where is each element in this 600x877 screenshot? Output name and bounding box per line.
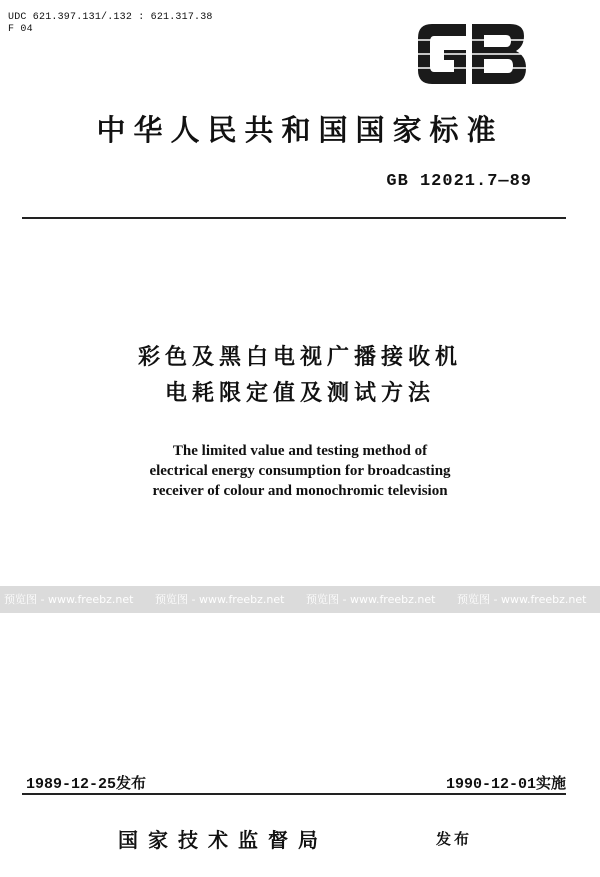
document-title-english [0,441,600,501]
gb-logo [410,16,530,91]
watermark-band [0,586,600,613]
watermark-text: 预览图 - www.freebz.net [306,593,436,606]
publisher-name: 国家技术监督局 [118,828,328,852]
watermark-text: 预览图 - www.freebz.net [457,593,587,606]
watermark-text: 预览图 - www.freebz.net [155,593,285,606]
standard-number: GB 12021.7—89 [386,172,532,191]
publish-label: 发布 [436,830,473,848]
udc-header [8,12,213,36]
udc-code: UDC 621.397.131/.132 : 621.317.38 [8,12,213,23]
implementation-date: 1990-12-01实施 [445,776,566,793]
title-en-line-3: receiver of colour and monochromic television [152,483,448,499]
issue-date: 1989-12-25发布 [26,776,147,793]
bottom-divider [22,793,566,795]
classification-code: F 04 [8,24,33,35]
document-title-chinese [0,340,600,412]
watermark-text: 预览图 - www.freebz.net [4,593,134,606]
title-cn-line-2: 电耗限定值及测试方法 [164,381,435,406]
title-cn-line-1: 彩色及黑白电视广播接收机 [137,345,462,370]
title-en-line-2: electrical energy consumption for broadcasting [149,463,451,479]
top-divider [22,217,566,219]
national-standard-title: 中华人民共和国国家标准 [96,113,504,147]
title-en-line-1: The limited value and testing method of [172,443,428,459]
